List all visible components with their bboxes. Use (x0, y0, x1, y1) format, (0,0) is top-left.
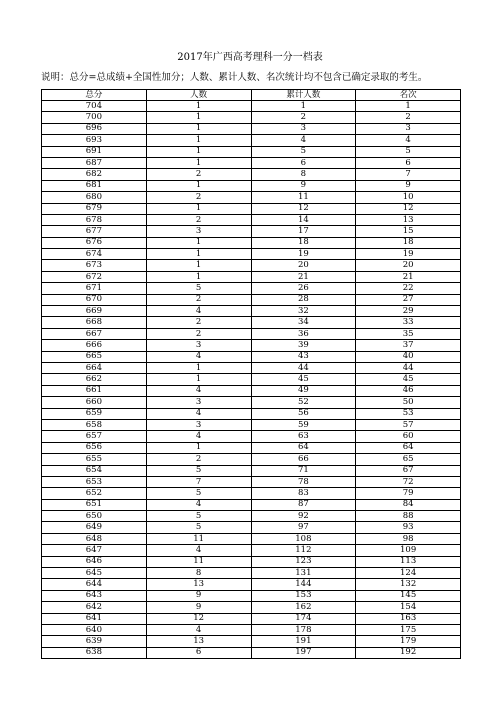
cell-cumulative-count: 63 (251, 431, 356, 442)
cell-rank: 132 (356, 579, 461, 590)
cell-cumulative-count: 144 (251, 579, 356, 590)
table-row (42, 214, 461, 225)
cell-cumulative-count: 43 (251, 351, 356, 362)
cell-cumulative-count: 9 (251, 180, 356, 191)
cell-rank: 3 (356, 123, 461, 134)
cell-cumulative-count: 6 (251, 157, 356, 168)
table-row (42, 408, 461, 419)
cell-total-score: 667 (42, 328, 147, 339)
cell-total-score: 674 (42, 249, 147, 260)
cell-total-score: 659 (42, 408, 147, 419)
cell-total-score: 682 (42, 169, 147, 180)
cell-cumulative-count: 56 (251, 408, 356, 419)
cell-total-score: 660 (42, 397, 147, 408)
cell-total-score: 651 (42, 499, 147, 510)
cell-count: 1 (146, 374, 251, 385)
cell-cumulative-count: 52 (251, 397, 356, 408)
cell-cumulative-count: 49 (251, 385, 356, 396)
table-row (42, 647, 461, 658)
cell-cumulative-count: 178 (251, 624, 356, 635)
cell-cumulative-count: 28 (251, 294, 356, 305)
cell-cumulative-count: 123 (251, 556, 356, 567)
cell-total-score: 672 (42, 271, 147, 282)
cell-count: 3 (146, 419, 251, 430)
cell-total-score: 655 (42, 454, 147, 465)
table-row (42, 203, 461, 214)
table-row (42, 123, 461, 134)
cell-rank: 45 (356, 374, 461, 385)
cell-rank: 46 (356, 385, 461, 396)
cell-count: 1 (146, 157, 251, 168)
cell-count: 1 (146, 237, 251, 248)
table-row (42, 237, 461, 248)
cell-rank: 163 (356, 613, 461, 624)
cell-count: 4 (146, 385, 251, 396)
cell-rank: 57 (356, 419, 461, 430)
table-row (42, 249, 461, 260)
cell-total-score: 669 (42, 306, 147, 317)
cell-total-score: 662 (42, 374, 147, 385)
table-row (42, 146, 461, 157)
cell-count: 1 (146, 101, 251, 112)
table-row (42, 476, 461, 487)
table-row (42, 135, 461, 146)
cell-cumulative-count: 34 (251, 317, 356, 328)
cell-count: 1 (146, 180, 251, 191)
cell-count: 4 (146, 351, 251, 362)
cell-rank: 22 (356, 283, 461, 294)
cell-rank: 29 (356, 306, 461, 317)
table-row (42, 602, 461, 613)
table-row (42, 283, 461, 294)
table-row (42, 624, 461, 635)
cell-total-score: 658 (42, 419, 147, 430)
cell-count: 11 (146, 533, 251, 544)
table-row (42, 522, 461, 533)
cell-total-score: 644 (42, 579, 147, 590)
table-row (42, 374, 461, 385)
cell-count: 1 (146, 146, 251, 157)
table-row (42, 533, 461, 544)
table-row (42, 499, 461, 510)
cell-rank: 13 (356, 214, 461, 225)
cell-rank: 20 (356, 260, 461, 271)
cell-count: 1 (146, 135, 251, 146)
score-table-body (42, 101, 461, 659)
cell-rank: 50 (356, 397, 461, 408)
score-table (41, 89, 461, 659)
cell-rank: 7 (356, 169, 461, 180)
cell-total-score: 657 (42, 431, 147, 442)
cell-cumulative-count: 17 (251, 226, 356, 237)
cell-count: 2 (146, 454, 251, 465)
table-row (42, 442, 461, 453)
cell-count: 5 (146, 522, 251, 533)
cell-count: 9 (146, 602, 251, 613)
cell-total-score: 668 (42, 317, 147, 328)
cell-rank: 44 (356, 362, 461, 373)
cell-rank: 35 (356, 328, 461, 339)
table-row (42, 511, 461, 522)
cell-cumulative-count: 87 (251, 499, 356, 510)
table-row (42, 271, 461, 282)
cell-rank: 12 (356, 203, 461, 214)
cell-total-score: 671 (42, 283, 147, 294)
table-row (42, 351, 461, 362)
cell-rank: 93 (356, 522, 461, 533)
cell-count: 5 (146, 283, 251, 294)
cell-rank: 79 (356, 488, 461, 499)
cell-rank: 72 (356, 476, 461, 487)
cell-count: 9 (146, 590, 251, 601)
cell-total-score: 639 (42, 636, 147, 647)
cell-count: 1 (146, 260, 251, 271)
cell-count: 2 (146, 214, 251, 225)
cell-cumulative-count: 153 (251, 590, 356, 601)
cell-total-score: 678 (42, 214, 147, 225)
cell-cumulative-count: 4 (251, 135, 356, 146)
cell-total-score: 638 (42, 647, 147, 658)
cell-count: 13 (146, 636, 251, 647)
cell-rank: 113 (356, 556, 461, 567)
cell-cumulative-count: 26 (251, 283, 356, 294)
cell-count: 5 (146, 511, 251, 522)
cell-cumulative-count: 12 (251, 203, 356, 214)
table-row (42, 556, 461, 567)
cell-cumulative-count: 97 (251, 522, 356, 533)
table-row (42, 431, 461, 442)
cell-rank: 65 (356, 454, 461, 465)
cell-total-score: 641 (42, 613, 147, 624)
cell-cumulative-count: 162 (251, 602, 356, 613)
table-row (42, 362, 461, 373)
cell-count: 11 (146, 556, 251, 567)
cell-rank: 19 (356, 249, 461, 260)
cell-cumulative-count: 59 (251, 419, 356, 430)
cell-cumulative-count: 3 (251, 123, 356, 134)
table-row (42, 294, 461, 305)
cell-total-score: 648 (42, 533, 147, 544)
cell-cumulative-count: 18 (251, 237, 356, 248)
cell-count: 8 (146, 568, 251, 579)
cell-cumulative-count: 32 (251, 306, 356, 317)
cell-cumulative-count: 5 (251, 146, 356, 157)
cell-total-score: 652 (42, 488, 147, 499)
table-row (42, 180, 461, 191)
header-rank: 名次 (356, 90, 461, 101)
cell-rank: 98 (356, 533, 461, 544)
cell-total-score: 677 (42, 226, 147, 237)
cell-total-score: 676 (42, 237, 147, 248)
cell-count: 12 (146, 613, 251, 624)
cell-rank: 33 (356, 317, 461, 328)
table-row (42, 465, 461, 476)
cell-cumulative-count: 8 (251, 169, 356, 180)
table-row (42, 306, 461, 317)
cell-rank: 53 (356, 408, 461, 419)
table-row (42, 192, 461, 203)
cell-total-score: 645 (42, 568, 147, 579)
cell-rank: 67 (356, 465, 461, 476)
cell-total-score: 693 (42, 135, 147, 146)
cell-count: 1 (146, 123, 251, 134)
cell-cumulative-count: 36 (251, 328, 356, 339)
cell-total-score: 650 (42, 511, 147, 522)
cell-total-score: 647 (42, 545, 147, 556)
table-row (42, 385, 461, 396)
cell-cumulative-count: 21 (251, 271, 356, 282)
cell-cumulative-count: 64 (251, 442, 356, 453)
cell-count: 4 (146, 624, 251, 635)
cell-count: 2 (146, 294, 251, 305)
cell-count: 4 (146, 545, 251, 556)
table-note: 说明：总分=总成绩+全国性加分；人数、累计人数、名次统计均不包含已确定录取的考生。 (41, 72, 428, 83)
cell-count: 1 (146, 112, 251, 123)
cell-cumulative-count: 14 (251, 214, 356, 225)
table-row (42, 157, 461, 168)
cell-rank: 179 (356, 636, 461, 647)
table-row (42, 397, 461, 408)
cell-total-score: 646 (42, 556, 147, 567)
table-row (42, 340, 461, 351)
cell-rank: 4 (356, 135, 461, 146)
cell-count: 13 (146, 579, 251, 590)
cell-cumulative-count: 197 (251, 647, 356, 658)
cell-rank: 60 (356, 431, 461, 442)
cell-count: 3 (146, 397, 251, 408)
cell-cumulative-count: 66 (251, 454, 356, 465)
cell-cumulative-count: 78 (251, 476, 356, 487)
cell-count: 7 (146, 476, 251, 487)
cell-cumulative-count: 174 (251, 613, 356, 624)
cell-total-score: 704 (42, 101, 147, 112)
cell-cumulative-count: 19 (251, 249, 356, 260)
cell-cumulative-count: 1 (251, 101, 356, 112)
cell-total-score: 654 (42, 465, 147, 476)
cell-total-score: 666 (42, 340, 147, 351)
cell-count: 2 (146, 192, 251, 203)
cell-count: 4 (146, 499, 251, 510)
cell-cumulative-count: 92 (251, 511, 356, 522)
cell-rank: 145 (356, 590, 461, 601)
cell-count: 2 (146, 328, 251, 339)
table-row (42, 328, 461, 339)
table-row (42, 101, 461, 112)
cell-cumulative-count: 11 (251, 192, 356, 203)
cell-rank: 21 (356, 271, 461, 282)
cell-total-score: 642 (42, 602, 147, 613)
cell-count: 4 (146, 431, 251, 442)
cell-cumulative-count: 44 (251, 362, 356, 373)
cell-rank: 27 (356, 294, 461, 305)
cell-cumulative-count: 2 (251, 112, 356, 123)
cell-count: 1 (146, 249, 251, 260)
table-row (42, 317, 461, 328)
cell-rank: 124 (356, 568, 461, 579)
table-row (42, 260, 461, 271)
cell-total-score: 681 (42, 180, 147, 191)
cell-rank: 37 (356, 340, 461, 351)
header-cumulative-count: 累计人数 (251, 90, 356, 101)
cell-total-score: 643 (42, 590, 147, 601)
table-row (42, 112, 461, 123)
cell-cumulative-count: 45 (251, 374, 356, 385)
cell-count: 6 (146, 647, 251, 658)
cell-count: 1 (146, 203, 251, 214)
cell-count: 3 (146, 340, 251, 351)
header-count: 人数 (146, 90, 251, 101)
table-row (42, 454, 461, 465)
cell-cumulative-count: 39 (251, 340, 356, 351)
cell-total-score: 687 (42, 157, 147, 168)
table-row (42, 579, 461, 590)
cell-total-score: 656 (42, 442, 147, 453)
cell-rank: 6 (356, 157, 461, 168)
cell-rank: 2 (356, 112, 461, 123)
table-row (42, 613, 461, 624)
cell-rank: 84 (356, 499, 461, 510)
page-title: 2017年广西高考理科一分一档表 (177, 52, 323, 63)
cell-total-score: 664 (42, 362, 147, 373)
cell-rank: 88 (356, 511, 461, 522)
cell-rank: 109 (356, 545, 461, 556)
cell-total-score: 691 (42, 146, 147, 157)
cell-rank: 10 (356, 192, 461, 203)
cell-total-score: 640 (42, 624, 147, 635)
header-total-score: 总分 (42, 90, 147, 101)
cell-total-score: 649 (42, 522, 147, 533)
cell-count: 4 (146, 408, 251, 419)
table-row (42, 568, 461, 579)
cell-rank: 192 (356, 647, 461, 658)
table-row (42, 169, 461, 180)
cell-rank: 154 (356, 602, 461, 613)
cell-cumulative-count: 191 (251, 636, 356, 647)
cell-cumulative-count: 131 (251, 568, 356, 579)
table-row (42, 226, 461, 237)
cell-cumulative-count: 83 (251, 488, 356, 499)
cell-total-score: 673 (42, 260, 147, 271)
cell-total-score: 680 (42, 192, 147, 203)
cell-count: 3 (146, 226, 251, 237)
cell-cumulative-count: 112 (251, 545, 356, 556)
table-header-row (42, 90, 461, 101)
cell-count: 2 (146, 317, 251, 328)
cell-count: 5 (146, 488, 251, 499)
table-row (42, 488, 461, 499)
cell-rank: 5 (356, 146, 461, 157)
cell-rank: 64 (356, 442, 461, 453)
cell-rank: 9 (356, 180, 461, 191)
cell-cumulative-count: 71 (251, 465, 356, 476)
table-row (42, 636, 461, 647)
cell-cumulative-count: 108 (251, 533, 356, 544)
cell-rank: 40 (356, 351, 461, 362)
cell-rank: 18 (356, 237, 461, 248)
cell-count: 1 (146, 442, 251, 453)
cell-total-score: 653 (42, 476, 147, 487)
cell-count: 4 (146, 306, 251, 317)
cell-rank: 1 (356, 101, 461, 112)
cell-count: 1 (146, 362, 251, 373)
cell-count: 2 (146, 169, 251, 180)
cell-count: 1 (146, 271, 251, 282)
cell-rank: 15 (356, 226, 461, 237)
cell-total-score: 700 (42, 112, 147, 123)
cell-cumulative-count: 20 (251, 260, 356, 271)
table-row (42, 545, 461, 556)
table-row (42, 590, 461, 601)
cell-total-score: 665 (42, 351, 147, 362)
cell-count: 5 (146, 465, 251, 476)
cell-total-score: 679 (42, 203, 147, 214)
cell-rank: 175 (356, 624, 461, 635)
table-row (42, 419, 461, 430)
cell-total-score: 696 (42, 123, 147, 134)
cell-total-score: 670 (42, 294, 147, 305)
cell-total-score: 661 (42, 385, 147, 396)
